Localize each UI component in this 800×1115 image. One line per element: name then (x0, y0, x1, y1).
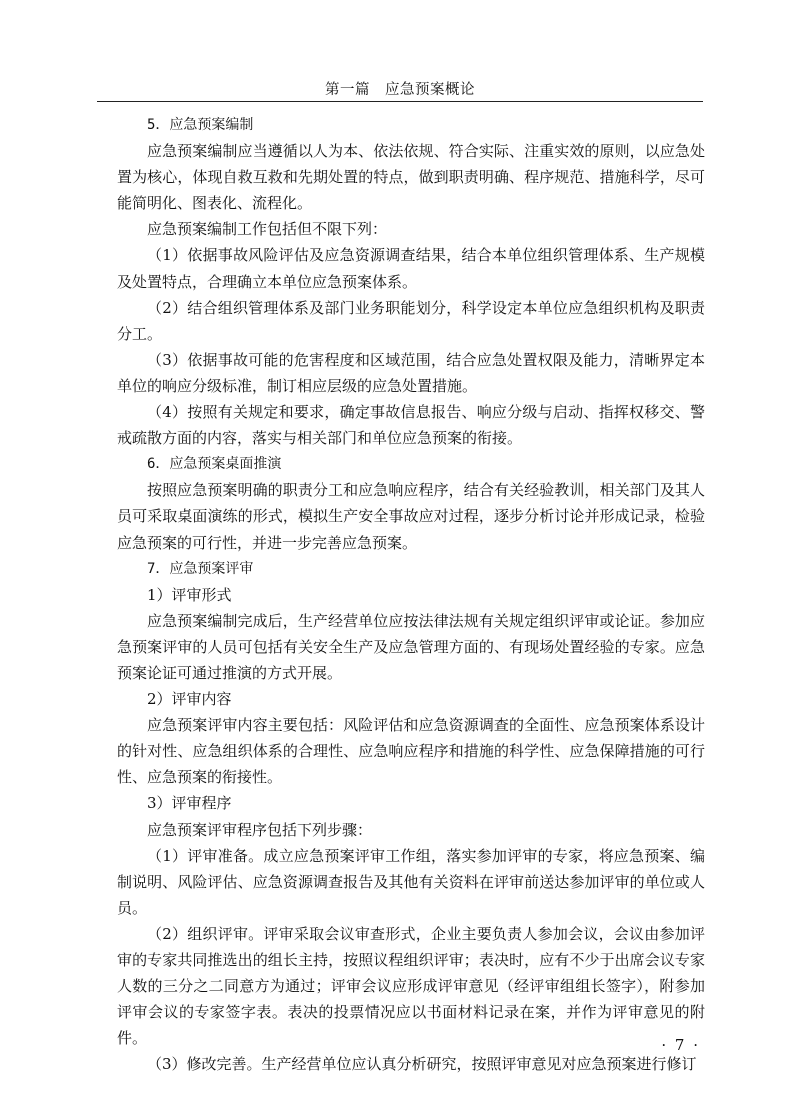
paragraph: 应急预案编制完成后，生产经营单位应按法律法规有关规定组织评审或论证。参加应急预案评审的人员可包括有关安全生产及应急管理方面的、有现场处置经验的专家。应急预案论证可通过推演的方式开展。 (117, 611, 705, 682)
list-item: （4）按照有关规定和要求，确定事故信息报告、响应分级与启动、指挥权移交、警戒疏散方面的内容，落实与相关部门和单位应急预案的衔接。 (117, 403, 705, 448)
section-heading: 5．应急预案编制 (147, 117, 254, 133)
list-item: （1）依据事故风险评估及应急资源调查结果，结合本单位组织管理体系、生产规模及处置特点，合理确立本单位应急预案体系。 (117, 246, 705, 291)
paragraph: 应急预案评审程序包括下列步骤： (147, 820, 373, 839)
section-heading: 6．应急预案桌面推演 (147, 456, 282, 473)
paragraph: 应急预案编制工作包括但不限下列： (147, 220, 388, 239)
running-header: 第一篇 应急预案概论 (325, 82, 475, 98)
list-item: （2）结合组织管理体系及部门业务职能划分，科学设定本单位应急组织机构及职责分工。 (117, 298, 705, 343)
list-item: （3）修改完善。生产经营单位应认真分析研究，按照评审意见对应急预案进行修订 (147, 1055, 697, 1074)
list-item: （3）依据事故可能的危害程度和区域范围，结合应急处置权限及能力，清晰界定本单位的响应分级标准，制订相应层级的应急处置措施。 (117, 350, 705, 395)
paragraph: 应急预案编制应当遵循以人为本、依法依规、符合实际、注重实效的原则，以应急处置为核心，体现自救互救和先期处置的特点，做到职责明确、程序规范、措施科学，尽可能简明化、图表化、流程化。 (117, 142, 705, 213)
paragraph: 按照应急预案明确的职责分工和应急响应程序，结合有关经验教训，相关部门及其人员可采取桌面演练的形式，模拟生产安全事故应对过程，逐步分析讨论并形成记录，检验应急预案的可行性，并进一步完善应急预案。 (117, 481, 705, 552)
paragraph: 应急预案评审内容主要包括：风险评估和应急资源调查的全面性、应急预案体系设计的针对性、应急组织体系的合理性、应急响应程序和措施的科学性、应急保障措施的可行性、应急预案的衔接性。 (117, 716, 705, 787)
section-heading: 7．应急预案评审 (147, 560, 254, 577)
header-rule (97, 101, 703, 102)
list-item: （1）评审准备。成立应急预案评审工作组，落实参加评审的专家，将应急预案、编制说明、风险评估、应急资源调查报告及其他有关资料在评审前送达参加评审的单位或人员。 (117, 846, 705, 917)
subsection-heading: 3）评审程序 (147, 794, 232, 813)
page-number: · 7 · (661, 1036, 700, 1054)
subsection-heading: 1）评审形式 (147, 585, 232, 604)
body-text (117, 112, 705, 1077)
list-item: （2）组织评审。评审采取会议审查形式，企业主要负责人参加会议，会议由参加评审的专家共同推选出的组长主持，按照议程组织评审；表决时，应有不少于出席会议专家人数的三分之二同意方为通过；评审会议应形成评审意见（经评审组组长签字），附参加评审会议的专家签字表。表决的投票情况应以书面材料记录在案，并作为评审意见的附件。 (117, 924, 705, 1048)
subsection-heading: 2）评审内容 (147, 690, 232, 709)
